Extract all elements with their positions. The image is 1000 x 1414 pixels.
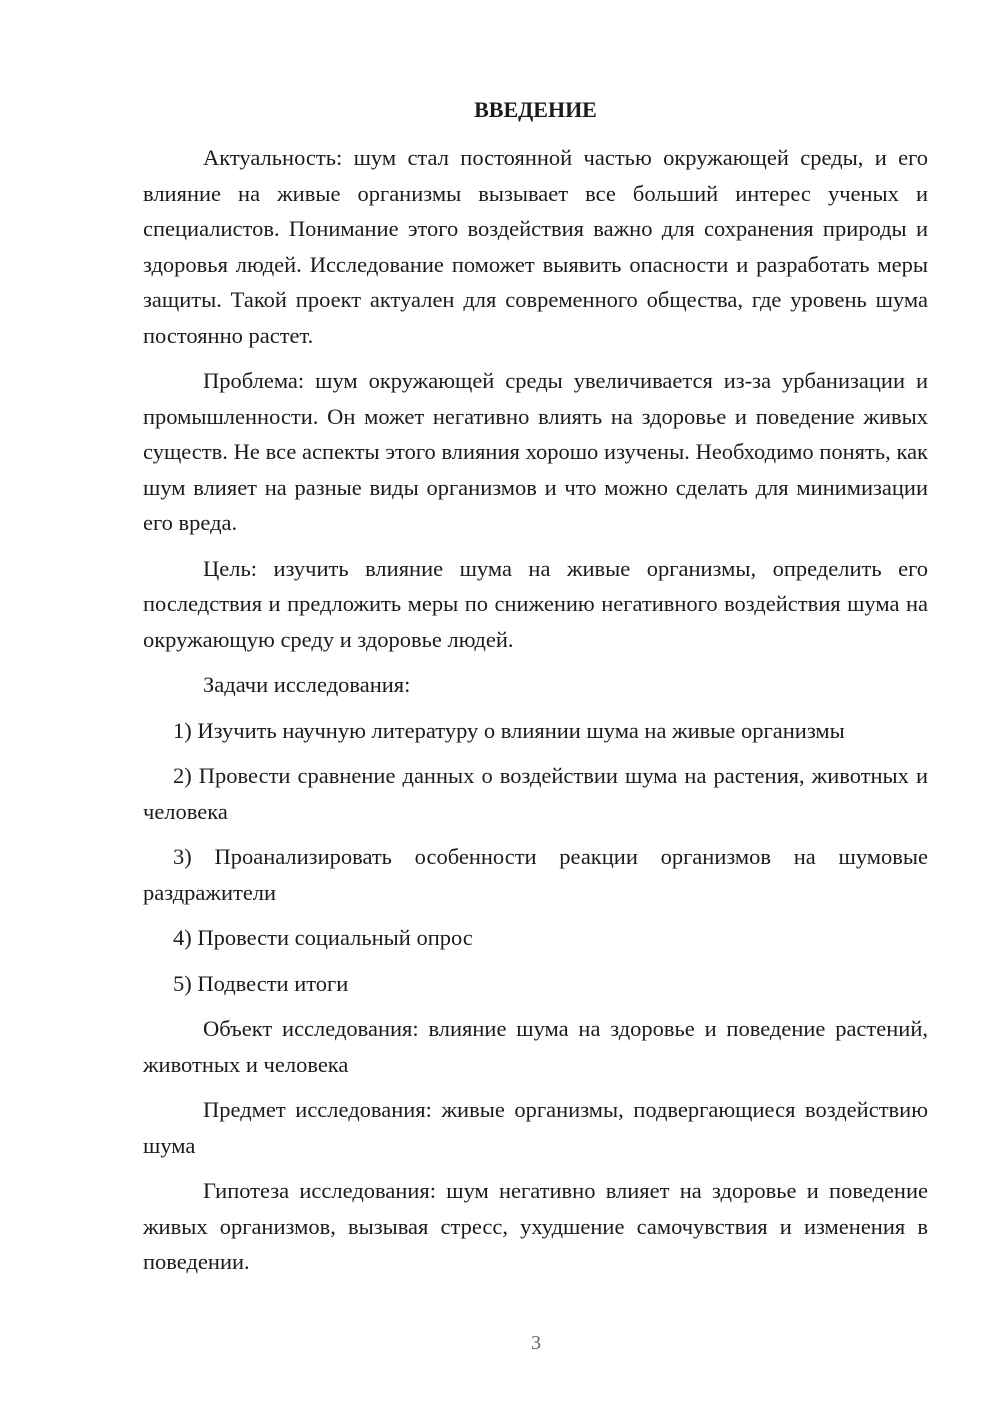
relevance-paragraph: Актуальность: шум стал постоянной частью окружающей среды, и его влияние на живые организмы вызывает все больший интерес ученых и специалистов. Понимание этого воздействия важно для сохранения природы и здоровья людей. Исследование поможет выявить опасности и разработать меры защиты. Такой проект актуален для современного общества, где уровень шума постоянно растет. <box>143 145 928 348</box>
task-item-4: 4) Провести социальный опрос <box>173 925 473 950</box>
task-item-2: 2) Провести сравнение данных о воздействии шума на растения, животных и человека <box>143 763 928 824</box>
goal-paragraph: Цель: изучить влияние шума на живые организмы, определить его последствия и предложить меры по снижению негативного воздействия шума на окружающую среду и здоровье людей. <box>143 555 928 652</box>
hypothesis-paragraph: Гипотеза исследования: шум негативно влияет на здоровье и поведение живых организмов, вызывая стресс, ухудшение самочувствия и изменения в поведении. <box>143 1178 928 1274</box>
task-item-5: 5) Подвести итоги <box>173 970 349 996</box>
document-body <box>143 92 928 1290</box>
problem-paragraph: Проблема: шум окружающей среды увеличивается из-за урбанизации и промышленности. Он может негативно влиять на здоровье и поведение живых существ. Не все аспекты этого влияния хорошо изучены. Необходимо понять, как шум влияет на разные виды организмов и что можно сделать для минимизации его вреда. <box>143 368 928 535</box>
tasks-heading: Задачи исследования: <box>203 672 411 697</box>
object-paragraph: Объект исследования: влияние шума на здоровье и поведение растений, животных и человека <box>143 1016 928 1077</box>
page-number: 3 <box>531 1332 541 1354</box>
section-title: ВВЕДЕНИЕ <box>474 97 597 122</box>
task-item-1: 1) Изучить научную литературу о влиянии шума на живые организмы <box>173 717 845 743</box>
task-item-3: 3) Проанализировать особенности реакции организмов на шумовые раздражители <box>143 844 928 905</box>
subject-paragraph: Предмет исследования: живые организмы, подвергающиеся воздействию шума <box>143 1097 928 1158</box>
